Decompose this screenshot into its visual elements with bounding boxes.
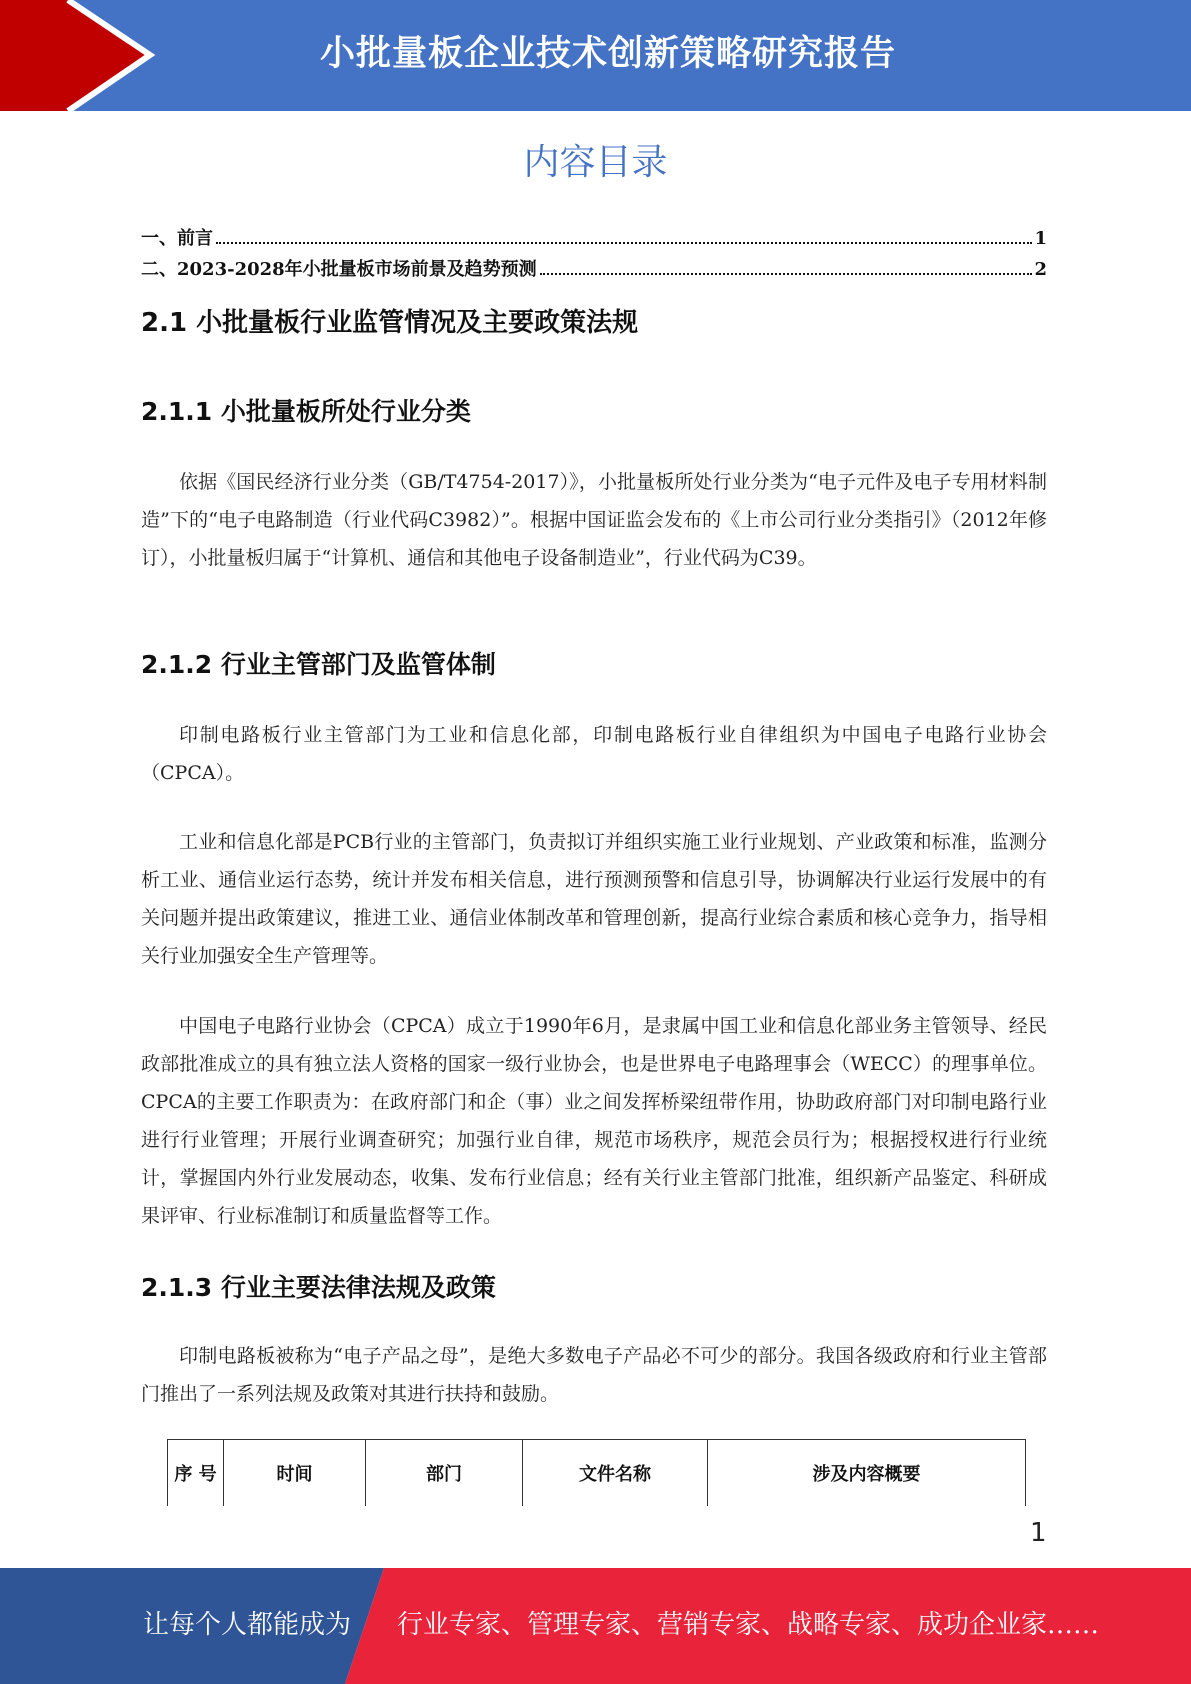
paragraph: 中国电子电路行业协会（CPCA）成立于1990年6月，是隶属中国工业和信息化部业务主管领导、经民政部批准成立的具有独立法人资格的国家一级行业协会，也是世界电子电路理事会（WECC）的理事单位。CPCA的主要工作职责为：在政府部门和企（事）业之间发挥桥梁纽带作用，协助政府部门对印制电路行业进行行业管理；开展行业调查研究；加强行业自律，规范市场秩序，规范会员行为；根据授权进行行业统计，掌握国内外行业发展动态，收集、发布行业信息；经有关行业主管部门批准，组织新产品鉴定、科研成果评审、行业标准制订和质量监督等工作。 bbox=[141, 1015, 1047, 1227]
paragraph: 印制电路板被称为“电子产品之母”，是绝大多数电子产品必不可少的部分。我国各级政府和行业主管部门推出了一系列法规及政策对其进行扶持和鼓励。 bbox=[141, 1345, 1047, 1405]
footer-slogan-left: 让每个人都能成为 bbox=[143, 1610, 352, 1640]
footer-slogan-right: 行业专家、管理专家、营销专家、战略专家、成功企业家…… bbox=[397, 1610, 1100, 1640]
footer-banner bbox=[0, 1568, 1191, 1684]
section-heading-2-1-3: 2.1.3 行业主要法律法规及政策 bbox=[141, 1273, 496, 1302]
toc-heading: 内容目录 bbox=[523, 142, 668, 183]
table-of-contents bbox=[141, 224, 1047, 286]
toc-leader-dots bbox=[216, 241, 1032, 244]
table-header-cell: 序 号 bbox=[168, 1440, 224, 1506]
section-heading-2-1: 2.1 小批量板行业监管情况及主要政策法规 bbox=[141, 308, 639, 338]
toc-entry[interactable] bbox=[141, 255, 1047, 286]
table-header-cell: 文件名称 bbox=[523, 1440, 708, 1506]
table-header-cell: 部门 bbox=[366, 1440, 523, 1506]
table-header-cell: 时间 bbox=[224, 1440, 366, 1506]
paragraph: 工业和信息化部是PCB行业的主管部门，负责拟订并组织实施工业行业规划、产业政策和标准，监测分析工业、通信业运行态势，统计并发布相关信息，进行预测预警和信息引导，协调解决行业运行发展中的有关问题并提出政策建议，推进工业、通信业体制改革和管理创新，提高行业综合素质和核心竞争力，指导相关行业加强安全生产管理等。 bbox=[141, 831, 1047, 967]
toc-entry[interactable] bbox=[141, 224, 1047, 255]
policy-table-header bbox=[167, 1439, 1026, 1506]
toc-entry-page: 1 bbox=[1034, 228, 1047, 249]
report-title: 小批量板企业技术创新策略研究报告 bbox=[320, 34, 897, 74]
paragraph: 印制电路板行业主管部门为工业和信息化部，印制电路板行业自律组织为中国电子电路行业协会（CPCA）。 bbox=[141, 724, 1047, 784]
table-header-cell: 涉及内容概要 bbox=[812, 1464, 921, 1485]
page-number: 1 bbox=[1030, 1518, 1047, 1548]
toc-leader-dots bbox=[540, 272, 1033, 275]
toc-entry-title: 一、前言 bbox=[141, 228, 213, 249]
paragraph: 依据《国民经济行业分类（GB/T4754-2017）》，小批量板所处行业分类为“电子元件及电子专用材料制造”下的“电子电路制造（行业代码C3982）”。根据中国证监会发布的《上市公司行业分类指引》（2012年修订），小批量板归属于“计算机、通信和其他电子设备制造业”，行业代码为C39。 bbox=[141, 471, 1047, 569]
toc-entry-title: 二、2023-2028年小批量板市场前景及趋势预测 bbox=[141, 259, 537, 280]
section-heading-2-1-2: 2.1.2 行业主管部门及监管体制 bbox=[141, 650, 496, 679]
section-heading-2-1-1: 2.1.1 小批量板所处行业分类 bbox=[141, 397, 471, 426]
toc-entry-page: 2 bbox=[1034, 259, 1047, 280]
header-banner bbox=[0, 0, 1191, 111]
